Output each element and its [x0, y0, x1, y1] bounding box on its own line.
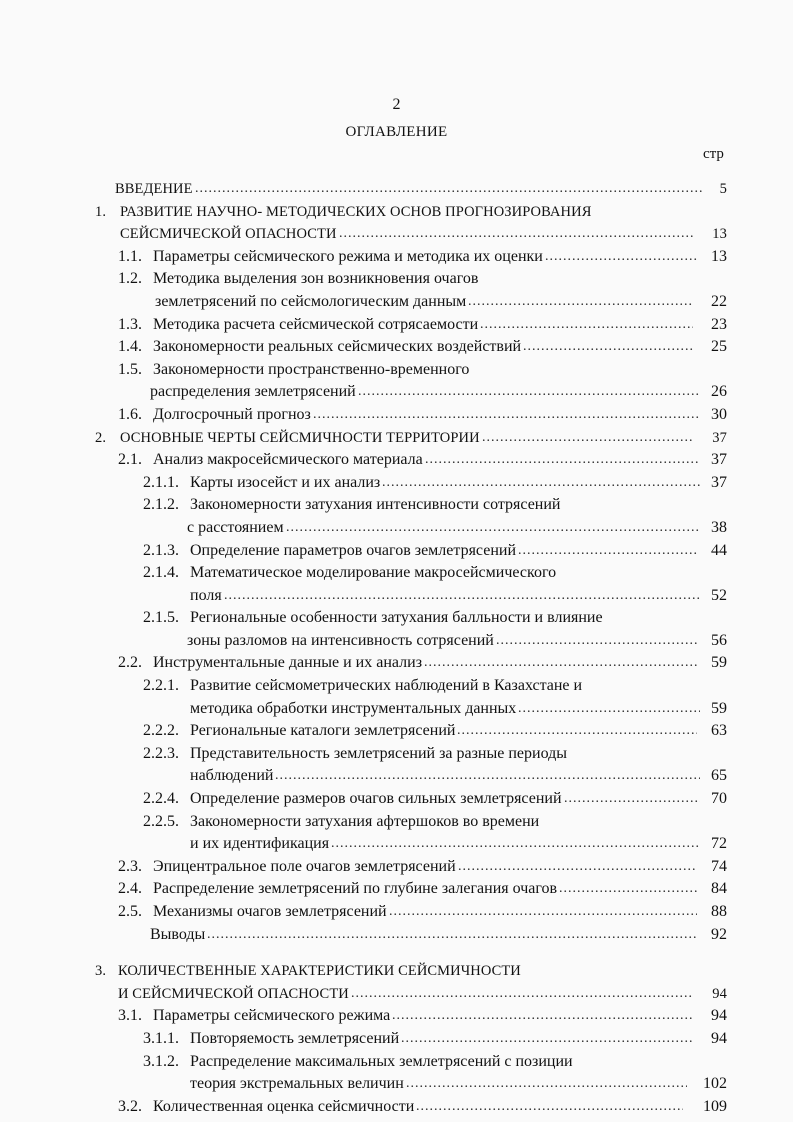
toc-entry-page: 52 [711, 586, 727, 604]
toc-entry-title: Параметры сейсмического режима и методика их оценки [153, 247, 543, 265]
toc-entry-page: 37 [712, 429, 727, 446]
toc-entry [0, 1096, 793, 1119]
toc-entry-title: СЕЙСМИЧЕСКОЙ ОПАСНОСТИ [120, 226, 337, 243]
toc-entry-page: 25 [711, 338, 727, 356]
toc-entry-title: и их идентификация [190, 835, 330, 853]
toc-entry-page: 72 [711, 835, 727, 853]
toc-entry [0, 223, 793, 246]
toc-entry [0, 983, 793, 1006]
toc-entry-title: Эпицентральное поле очагов землетрясений [153, 857, 456, 875]
toc-leader-dots [195, 178, 703, 201]
toc-leader-dots [358, 381, 700, 404]
toc-entry-page: 22 [711, 292, 727, 310]
toc-entry-page: 13 [711, 247, 727, 265]
toc-entry [0, 201, 793, 224]
toc-entry-number: 2.1.2. [143, 496, 179, 514]
toc-entry-title: Анализ макросейсмического материала [153, 451, 423, 469]
toc-entry [0, 427, 793, 450]
toc-leader-dots [468, 291, 693, 314]
toc-entry-title: Развитие сейсмометрических наблюдений в Казахстане и [190, 677, 583, 695]
toc-entry-title: Определение параметров очагов землетрясений [190, 541, 517, 559]
toc-entry [0, 856, 793, 879]
toc-entry [0, 1051, 793, 1074]
toc-entry-title: Закономерности реальных сейсмических воздействий [153, 338, 522, 356]
toc-entry-page: 38 [711, 518, 727, 536]
toc-entry-title: ВВЕДЕНИЕ [115, 181, 193, 197]
toc-entry-number: 2.1.3. [143, 541, 179, 559]
toc-entry [0, 540, 793, 563]
toc-entry-page: 88 [711, 903, 727, 920]
toc-entry-number: 2.5. [118, 903, 142, 920]
toc-entry-page: 26 [711, 383, 727, 401]
toc-leader-dots [564, 788, 700, 811]
toc-leader-dots [313, 404, 700, 427]
toc-entry-title: Распределение землетрясений по глубине залегания очагов [153, 880, 558, 898]
toc-entry-title: КОЛИЧЕСТВЕННЫЕ ХАРАКТЕРИСТИКИ СЕЙСМИЧНОСТИ [118, 963, 521, 980]
toc-leader-dots [331, 833, 700, 856]
toc-entry-title: методика обработки инструментальных данных [190, 699, 517, 717]
toc-entry-title: Закономерности затухания афтершоков во времени [190, 812, 540, 830]
toc-entry [0, 404, 793, 427]
toc-entry-number: 2.2. [118, 654, 142, 672]
toc-entry-page: 102 [703, 1075, 727, 1093]
toc-entry-page: 23 [711, 315, 727, 333]
toc-entry-page: 74 [711, 857, 727, 875]
toc-entry [0, 1073, 793, 1096]
toc-entry [0, 472, 793, 495]
toc-entry [0, 607, 793, 630]
toc-entry [0, 675, 793, 698]
toc-entry-number: 1.6. [118, 405, 142, 423]
toc-entry-number: 2.1.1. [143, 473, 179, 491]
table-of-contents [0, 178, 793, 1118]
toc-leader-dots [382, 472, 700, 495]
toc-entry-title: Повторяемость землетрясений [190, 1029, 400, 1047]
toc-leader-dots [457, 720, 697, 743]
toc-leader-dots [458, 856, 697, 879]
toc-entry-title: Инструментальные данные и их анализ [153, 654, 423, 672]
toc-entry [0, 743, 793, 766]
toc-entry [0, 314, 793, 337]
toc-entry-title: Выводы [150, 925, 206, 943]
toc-entry [0, 788, 793, 811]
toc-entry-page: 59 [711, 699, 727, 717]
toc-leader-dots [545, 246, 697, 269]
toc-entry-number: 2.1.5. [143, 609, 179, 627]
toc-entry [0, 359, 793, 382]
toc-entry [0, 652, 793, 675]
toc-entry-title: наблюдений [190, 767, 274, 785]
toc-leader-dots [425, 449, 700, 472]
page-column-label: стр [703, 146, 724, 162]
toc-entry-title: И СЕЙСМИЧЕСКОЙ ОПАСНОСТИ [118, 985, 349, 1002]
toc-entry-title: Математическое моделирование макросейсмического [190, 564, 557, 582]
toc-entry-number: 3. [95, 963, 107, 980]
toc-entry-title: Параметры сейсмического режима [153, 1007, 391, 1025]
toc-entry-page: 94 [711, 1029, 727, 1047]
toc-leader-dots [207, 924, 697, 947]
toc-entry [0, 765, 793, 788]
toc-entry [0, 698, 793, 721]
toc-entry [0, 336, 793, 359]
toc-entry-number: 2.4. [118, 880, 142, 898]
toc-entry-number: 2.2.1. [143, 677, 179, 695]
toc-entry-title: зоны разломов на интенсивность сотрясений [187, 631, 494, 649]
toc-entry [0, 901, 793, 924]
toc-entry-title: Закономерности затухания интенсивности сотрясений [190, 496, 561, 514]
toc-entry-number: 1.1. [118, 247, 142, 265]
toc-entry-page: 65 [711, 767, 727, 785]
toc-entry-number: 2.2.5. [143, 812, 179, 830]
toc-leader-dots [496, 630, 697, 653]
toc-entry-number: 2.1.4. [143, 564, 179, 582]
toc-entry-number: 3.1. [118, 1007, 142, 1025]
toc-entry [0, 585, 793, 608]
toc-entry [0, 517, 793, 540]
toc-entry-number: 1.4. [118, 338, 142, 356]
toc-entry-page: 94 [712, 985, 727, 1002]
toc-entry-page: 84 [711, 880, 727, 898]
toc-entry [0, 562, 793, 585]
toc-entry-title: теория экстремальных величин [190, 1075, 404, 1093]
toc-entry [0, 494, 793, 517]
toc-entry-title: Региональные особенности затухания балльности и влияние [190, 609, 603, 627]
toc-entry-number: 1.3. [118, 315, 142, 333]
toc-entry-title: Количественная оценка сейсмичности [153, 1097, 415, 1115]
toc-entry-number: 3.2. [118, 1097, 142, 1115]
toc-leader-dots [523, 336, 693, 359]
toc-entry-page: 92 [711, 925, 727, 943]
toc-leader-dots [275, 765, 700, 788]
toc-entry-number: 2. [95, 429, 107, 446]
toc-entry-number: 2.3. [118, 857, 142, 875]
toc-entry [0, 878, 793, 901]
toc-entry-number: 1.5. [118, 360, 142, 378]
toc-entry-title: Долгосрочный прогноз [153, 405, 311, 423]
toc-entry-title: распределения землетрясений [150, 383, 356, 401]
toc-entry-page: 44 [711, 541, 727, 559]
toc-entry-page: 70 [711, 790, 727, 808]
toc-entry-page: 37 [711, 451, 727, 469]
toc-entry-title: Региональные каталоги землетрясений [190, 722, 456, 740]
toc-entry-title: Механизмы очагов землетрясений [153, 903, 387, 920]
toc-entry-page: 59 [711, 654, 727, 672]
toc-entry [0, 720, 793, 743]
toc-entry [0, 1005, 793, 1028]
toc-entry [0, 449, 793, 472]
toc-entry [0, 630, 793, 653]
toc-leader-dots [518, 540, 697, 563]
toc-entry [0, 1028, 793, 1051]
toc-entry-title: Определение размеров очагов сильных землетрясений [190, 790, 562, 808]
toc-entry-number: 2.2.3. [143, 744, 179, 762]
toc-entry-page: 109 [703, 1097, 727, 1115]
toc-entry-page: 5 [719, 181, 727, 197]
toc-entry-title: Методика выделения зон возникновения очагов [153, 270, 479, 288]
toc-entry [0, 178, 793, 201]
toc-leader-dots [401, 1028, 693, 1051]
toc-entry-title: Методика расчета сейсмической сотрясаемости [153, 315, 479, 333]
toc-entry-number: 1. [95, 203, 107, 220]
toc-entry-number: 3.1.2. [143, 1052, 179, 1070]
toc-entry-title: Закономерности пространственно-временного [153, 360, 470, 378]
toc-entry-page: 37 [711, 473, 727, 491]
toc-leader-dots [416, 1096, 683, 1119]
toc-entry-title: РАЗВИТИЕ НАУЧНО- МЕТОДИЧЕСКИХ ОСНОВ ПРОГНОЗИРОВАНИЯ [120, 203, 592, 220]
toc-leader-dots [224, 585, 700, 608]
toc-leader-dots [339, 223, 693, 246]
page-number: 2 [392, 96, 401, 113]
toc-entry [0, 381, 793, 404]
toc-entry-title: Представительность землетрясений за разные периоды [190, 744, 567, 762]
toc-entry-title: Карты изосейст и их анализ [190, 473, 381, 491]
toc-entry-page: 56 [711, 631, 727, 649]
toc-entry-number: 1.2. [118, 270, 142, 288]
toc-leader-dots [389, 901, 697, 924]
toc-entry [0, 246, 793, 269]
toc-leader-dots [518, 698, 700, 721]
toc-entry [0, 924, 793, 947]
toc-entry [0, 291, 793, 314]
toc-entry-page: 13 [712, 226, 727, 243]
toc-leader-dots [286, 517, 700, 540]
toc-entry [0, 268, 793, 291]
toc-entry-page: 30 [711, 405, 727, 423]
toc-entry-page: 94 [711, 1007, 727, 1025]
toc-leader-dots [351, 983, 693, 1006]
toc-entry-title: землетрясений по сейсмологическим данным [155, 292, 467, 310]
toc-leader-dots [424, 652, 697, 675]
page-title: ОГЛАВЛЕНИЕ [345, 124, 448, 140]
toc-entry [0, 811, 793, 834]
toc-entry-number: 2.2.4. [143, 790, 179, 808]
toc-leader-dots [480, 314, 693, 337]
toc-leader-dots [406, 1073, 687, 1096]
toc-entry [0, 960, 793, 983]
toc-entry-number: 2.2.2. [143, 722, 179, 740]
toc-leader-dots [559, 878, 697, 901]
toc-entry-number: 3.1.1. [143, 1029, 179, 1047]
toc-entry-title: с расстоянием [187, 518, 284, 536]
toc-entry [0, 833, 793, 856]
toc-entry-title: ОСНОВНЫЕ ЧЕРТЫ СЕЙСМИЧНОСТИ ТЕРРИТОРИИ [120, 429, 480, 446]
toc-leader-dots [482, 427, 693, 450]
toc-entry-title: Распределение максимальных землетрясений с позиции [190, 1052, 573, 1070]
toc-entry-page: 63 [711, 722, 727, 740]
toc-leader-dots [392, 1005, 693, 1028]
toc-entry-number: 2.1. [118, 451, 142, 469]
toc-entry-title: поля [190, 586, 222, 604]
